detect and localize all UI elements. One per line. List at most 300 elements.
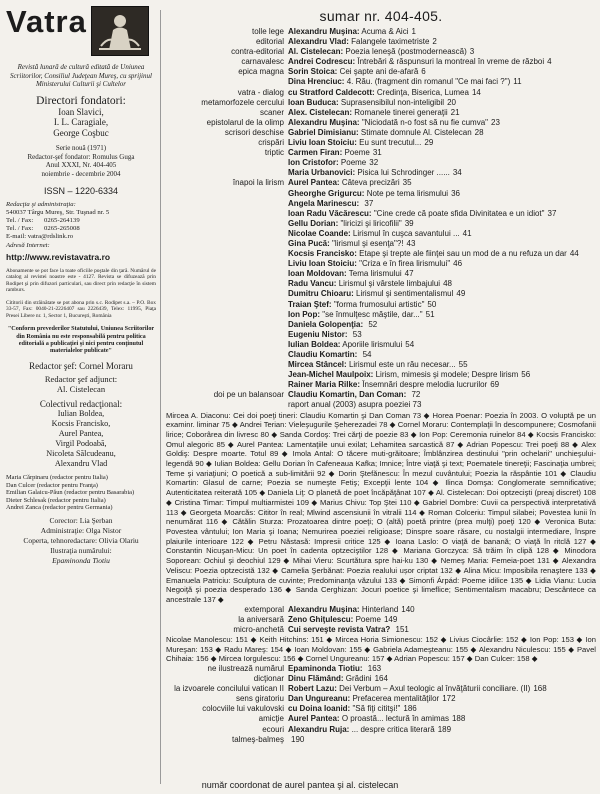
- toc-title: O proastă... lectură în amimas: [341, 714, 449, 724]
- toc-author: Rainer Maria Rilke:: [288, 380, 361, 390]
- toc-entry-text: [288, 88, 596, 98]
- toc-entry[interactable]: [166, 664, 596, 674]
- toc-entry-text: [288, 735, 596, 745]
- toc-entry[interactable]: [166, 27, 596, 37]
- toc-entry-text: [288, 178, 596, 188]
- toc-entry[interactable]: [166, 350, 596, 360]
- toc-entry-text: [288, 320, 596, 330]
- toc-author: Kocsis Francisko:: [288, 249, 357, 259]
- toc-entry[interactable]: [166, 390, 596, 400]
- toc-author: Ioan Moldovan:: [288, 269, 347, 279]
- phone-line: [6, 217, 156, 225]
- toc-page-number: 189: [437, 724, 452, 734]
- toc-entry-text: [288, 625, 596, 635]
- toc-rubric: talmeş-balmeş: [231, 734, 284, 744]
- founder-name: I. L. Caragiale,: [53, 117, 109, 128]
- toc-entry-text: [288, 390, 596, 400]
- toc-rubric: contra-editorial: [231, 47, 284, 57]
- toc-entry-text: [288, 148, 596, 158]
- series-line: Serie nouă (1971): [55, 144, 107, 153]
- toc-rubric: epica magna: [238, 67, 284, 77]
- toc-entry[interactable]: [166, 128, 596, 138]
- email-line: E-mail: vatra@rdslink.ro: [6, 233, 74, 241]
- toc-page-number: 23: [491, 117, 500, 127]
- deputy-label: Redactor şef adjunct:: [44, 374, 118, 385]
- toc-entry[interactable]: [166, 219, 596, 229]
- toc-rubric: tolle lege: [251, 27, 284, 36]
- board-member: Aurel Pantea,: [58, 429, 104, 439]
- toc-rubric: [166, 239, 288, 249]
- toc-title: Lirismul şi sentimentalismul: [356, 289, 454, 299]
- founder-name: Ioan Slavici,: [58, 106, 104, 117]
- toc-entry-text: [288, 249, 596, 259]
- toc-entry[interactable]: [166, 735, 596, 745]
- toc-rubric: metamorfozele cercului: [201, 97, 284, 107]
- toc-entry-text: [288, 269, 596, 279]
- founders-label: Directori fondatori:: [36, 94, 126, 107]
- toc-author: Aurel Pantea:: [288, 178, 340, 188]
- toc-rubric: [166, 330, 288, 340]
- toc-entry-text: [288, 350, 596, 360]
- toc-rubric: [166, 300, 288, 310]
- toc-entry-text: [288, 725, 596, 735]
- toc-entry[interactable]: [166, 189, 596, 199]
- toc-entry-text: [288, 239, 596, 249]
- toc-entry[interactable]: [166, 360, 596, 370]
- toc-author: Alexandru Muşina:: [288, 117, 360, 127]
- toc-author: Alexandru Muşina:: [288, 604, 360, 614]
- toc-entry[interactable]: [166, 67, 596, 77]
- toc-author: Ioan Radu Văcărescu:: [288, 208, 372, 218]
- board-member: Nicoleta Sălcudeanu,: [46, 449, 116, 459]
- toc-author: Dina Hrenciuc:: [288, 77, 345, 87]
- magazine-logo: Vatra: [6, 4, 87, 39]
- toc-entry-text: [288, 310, 596, 320]
- toc-entry[interactable]: [166, 605, 596, 615]
- toc-entry[interactable]: [166, 725, 596, 735]
- toc-rubric: [166, 77, 288, 87]
- toc-title: Tema lirismului: [348, 269, 402, 279]
- toc-title: Etape şi trepte ale fiinţei sau un mod de a nu refuza un dar: [359, 249, 567, 259]
- issue-coordinators: număr coordonat de aurel pantea şi al. cistelecan: [201, 780, 399, 790]
- toc-author: Aurel Pantea:: [288, 714, 340, 724]
- toc-rubric: amicţie: [258, 714, 284, 724]
- toc-author: Alexandru Muşina:: [288, 27, 360, 36]
- toc-author: Alexandru Ruja:: [288, 724, 350, 734]
- phone-number: 0265-265008: [44, 225, 80, 233]
- toc-rubric: scrisori deschise: [224, 127, 284, 137]
- phone-line: [6, 225, 156, 233]
- toc-entry[interactable]: [166, 229, 596, 239]
- toc-title: Întrebări & răspunsuri la montreal în vreme de război: [357, 57, 545, 67]
- toc-title: Poeme: [355, 614, 381, 624]
- magazine-description: Revistă lunară de cultură editată de Uniunea Scriitorilor, Consiliul Judeţean Mureş, cu sprijinul Ministerului Culturii şi Cultelor: [10, 63, 152, 89]
- toc-entry-text: [288, 27, 596, 37]
- toc-entry[interactable]: [166, 330, 596, 340]
- toc-author: Dumitru Chioaru:: [288, 289, 354, 299]
- toc-page-number: 34: [452, 168, 462, 178]
- toc-page-number: 44: [569, 249, 579, 259]
- toc-rubric: [166, 360, 288, 370]
- toc-rubric: epistolarul de la olimp: [206, 117, 284, 127]
- toc-page-number: 1: [411, 27, 416, 36]
- toc-page-number: 41: [462, 228, 472, 238]
- illustration-label: Ilustraţia numărului:: [50, 545, 112, 555]
- corrector: Corector: Lia Şerban: [49, 515, 113, 525]
- toc-rubric: ne ilustrează numărul: [207, 664, 284, 674]
- toc-author: Claudiu Komartin:: [288, 350, 358, 359]
- toc-page-number: 35: [402, 178, 412, 188]
- toc-entry[interactable]: [166, 684, 596, 694]
- contents-title: sumar nr. 404-405.: [319, 8, 443, 24]
- toc-rubric: colocviile lui vakulovski: [202, 704, 284, 714]
- toc-title: Cei şapte ani de-afară: [339, 67, 419, 77]
- toc-entry-text: [288, 209, 596, 219]
- annual-report-heading: [166, 400, 596, 410]
- toc-rubric: [166, 168, 288, 178]
- toc-entry[interactable]: [166, 714, 596, 724]
- toc-author: cu Stratford Caldecott:: [288, 87, 375, 97]
- toc-entry[interactable]: [166, 108, 596, 118]
- toc-title: Poeme: [344, 148, 370, 158]
- toc-rubric: doi pe un balansoar: [213, 390, 284, 400]
- toc-entry[interactable]: [166, 98, 596, 108]
- website-link[interactable]: http://www.revistavatra.ro: [6, 251, 111, 262]
- toc-entry[interactable]: [166, 158, 596, 168]
- toc-entry-text: [288, 704, 596, 714]
- toc-page-number: 6: [421, 67, 426, 77]
- board-member: Kocsis Francisko,: [51, 419, 111, 429]
- toc-page-number: 14: [471, 87, 481, 97]
- toc-rubric: editorial: [255, 37, 284, 47]
- toc-entry[interactable]: [166, 269, 596, 279]
- foreign-editor: Andrei Zanca (redactor pentru Germania): [6, 504, 113, 512]
- toc-author: Dinu Flămând:: [288, 674, 344, 684]
- toc-rubric: dicţionar: [253, 674, 284, 684]
- toc-author: Epaminonda Tiotiu:: [288, 664, 363, 674]
- toc-entry-text: [288, 674, 596, 684]
- toc-page-number: 32: [369, 158, 379, 168]
- toc-page-number: 164: [374, 674, 388, 684]
- toc-page-number: 54: [405, 339, 415, 349]
- toc-entry-text: [288, 77, 596, 87]
- toc-rubric: [166, 269, 288, 279]
- toc-rubric: crispări: [258, 138, 284, 148]
- toc-rubric: [166, 219, 288, 229]
- administration: Administraţie: Olga Nistor: [40, 525, 122, 535]
- toc-rubric: scaner: [259, 107, 284, 117]
- toc-title: Lirismul în cuşca savantului ...: [352, 228, 460, 238]
- toc-entry[interactable]: [166, 77, 596, 87]
- toc-title: "forma frumosului artistic": [333, 299, 425, 309]
- board-member: Alexandru Vlad: [54, 459, 108, 469]
- masthead: [6, 6, 156, 56]
- toc-rubric: extemporal: [244, 604, 284, 614]
- toc-author: Andrei Codrescu:: [288, 57, 356, 67]
- toc-page-number: 4: [547, 57, 552, 67]
- toc-title: Stimate domnule Al. Cistelecan: [360, 127, 472, 137]
- toc-page-number: 28: [474, 127, 484, 137]
- toc-entry-text: [288, 664, 596, 674]
- toc-entry[interactable]: [166, 178, 596, 188]
- toc-page-number: 48: [443, 279, 452, 289]
- issn: ISSN – 1220-6334: [43, 185, 119, 196]
- toc-rubric: triptic: [264, 148, 284, 158]
- toc-rubric: la izvoarele concilului vatican II: [174, 684, 284, 694]
- toc-page-number: 54: [362, 350, 372, 359]
- toc-author: Iulian Boldea:: [288, 339, 341, 349]
- toc-entry-text: [288, 199, 596, 209]
- toc-entry[interactable]: [166, 625, 596, 635]
- toc-rubric: [166, 380, 288, 390]
- toc-title: "Să fiţi cititşi!": [352, 704, 401, 714]
- foreign-editor: Dan Culcer (redactor pentru Franţa): [6, 481, 98, 489]
- toc-author: Alex. Cistelecan:: [288, 107, 353, 117]
- toc-title: Romanele tinerei generaţii: [354, 107, 448, 117]
- toc-page-number: 151: [395, 624, 409, 634]
- toc-entry[interactable]: [166, 674, 596, 684]
- toc-author: Ioan Buduca:: [288, 97, 339, 107]
- toc-author: Angela Marinescu:: [288, 198, 360, 208]
- toc-entry-text: [288, 229, 596, 239]
- statute-quote: "Conform prevederilor Statutului, Uniunea Scriitorilor din România nu este responsabilă pentru politica editorială a publicaţiei şi nici pentru conţinutul materialelor publicate": [7, 325, 155, 354]
- toc-title: Aporiile lirismului: [342, 339, 403, 349]
- toc-title: Suprasensibilul non-inteligibil: [340, 97, 445, 107]
- board-member: Virgil Podoabă,: [55, 439, 107, 449]
- toc-rubric: [166, 189, 288, 199]
- toc-title: Dei Verbum – Axul teologic al învăţăturii conciliare. (II): [339, 684, 531, 694]
- toc-entry[interactable]: [166, 704, 596, 714]
- toc-entry[interactable]: [166, 118, 596, 128]
- address-label: Redacţia şi administraţia:: [6, 200, 76, 208]
- toc-entry-text: [288, 67, 596, 77]
- toc-author: Al. Cistelecan:: [288, 47, 344, 57]
- abroad-note: Cititorii din străinătate se pot abona prin s.c. Rodipet s.a. – P.O. Box 33-57, Fax: 0040-21-2226407 sau 2226439, Telex: 11995, Piaţa Presei Libere nr. 1, Sector 1, Bucureşti, România: [6, 299, 156, 319]
- toc-title: "Cine crede că poate sfida Divinitatea e un idiot": [373, 208, 545, 218]
- toc-title: Lirismul şi vârstele limbajului: [338, 279, 441, 289]
- credits: [6, 516, 156, 566]
- toc-page-number: 168: [533, 684, 547, 694]
- toc-author: Nicolae Coande:: [288, 228, 351, 238]
- toc-author: Dan Ungureanu:: [288, 694, 351, 704]
- toc-page-number: 39: [404, 218, 414, 228]
- masthead-column: [6, 6, 156, 788]
- toc-page-number: 188: [451, 714, 466, 724]
- toc-entry-text: [288, 259, 596, 269]
- toc-page-number: 36: [451, 188, 460, 198]
- woodcut-figure-icon: [91, 6, 149, 56]
- contents-column: [166, 8, 596, 788]
- toc-entry-text: [288, 330, 596, 340]
- street-address: 540037 Târgu Mureş, Str. Tuşnad nr. 5: [6, 208, 110, 216]
- foreign-editor: Maria Cărpinaru (redactor pentru Italia): [6, 474, 108, 482]
- survey-answers-list: Nicolae Manolescu: 151 ◆ Keith Hitchins: 151 ◆ Mircea Horia Simionescu: 152 ◆ Livius Ciocârlie: 152 ◆ Ion Pop: 153 ◆ Ion Mureşan: 153 ◆ Radu Mareş: 154 ◆ Ioan Moldovan: 155 ◆ Gabriela Adameşteanu: 155 ◆ Alexandru Niculescu: 155 ◆ Pavel Chihaia: 156 ◆ Mircea Iorgulescu: 156 ◆ Cornel Ungureanu: 157 ◆ Adrian Popescu: 157 ◆ Dan Culcer: 158 ◆: [166, 634, 596, 664]
- toc-entry-text: [288, 37, 596, 47]
- toc-entry-text: [288, 684, 596, 694]
- toc-entry-text: [288, 128, 596, 138]
- toc-page-number: 163: [367, 664, 382, 674]
- toc-page-number: 53: [352, 329, 362, 339]
- subscription-note: Abonamente se pot face la toate oficiile poştale din ţară. Numărul de catalog al revistei noastre este - 4127. Revista se difuzează prin Rodipet şi prin difuzori particulari, sau direct prin redacţie în sistem ramburs.: [6, 267, 156, 294]
- toc-rubric: [166, 209, 288, 219]
- toc-author: Eugeniu Nistor:: [288, 329, 348, 339]
- toc-title: Lirismul este un rău necesar...: [348, 360, 456, 370]
- toc-entry[interactable]: [166, 239, 596, 249]
- table-of-contents: [166, 605, 596, 635]
- toc-entry-text: [288, 138, 596, 148]
- toc-entry-text: [288, 158, 596, 168]
- toc-entry[interactable]: [166, 340, 596, 350]
- board-label: Colectivul redacţional:: [39, 399, 123, 410]
- foreign-editor: Dieter Schlesak (redactor pentru Italia): [6, 496, 106, 504]
- toc-author: Carmen Firan:: [288, 148, 343, 158]
- toc-entry-text: [288, 289, 596, 299]
- toc-author: Liviu Ioan Stoiciu:: [288, 138, 357, 148]
- annual-report-list: Mircea A. Diaconu: Cei doi poeţi tineri: Claudiu Komartin şi Dan Coman 73 ◆ Horea Poenar: Poezia în 2003. O voluptă pe un examinr. liminar 75 ◆ Andrei Terian: Vieleşugurile Şeherezadei 78 ◆ Cornel Moraru: Contemplaţii în descompunere; Cosmofanii lirice; Coborârea din livresc 80 ◆ Sanda Cordoş: Trei cărţi de poezie 83 ◆ Ion Pop: Ceremonia ruinelor 84 ◆ Kocsis Francisko: Omul alegoric 85 ◆ Aurel Pantea: Lamentaţiile unui exilat; Lehamitea sarcastică 87 ◆ Adrian Popescu: Trei poeţi 88 ◆ Alex Goldiş: Despre moarte. Totul 89 ◆ Imola Antal: O tăcere muti-grăitoare; Îmblânzirea destinului "prin ochelarii" unchieşului-legendă 90 ◆ Iulian Boldea: Gellu Dorian în Cafeneaua Kafka; Imnice; Între viaţă şi text; Poematele tinereţii; Fascinaţia umbrei; Teme şi variaţiuni; O poetică a sub-limitării 92 ◆ Dorin Ştefănescu: În mezul cuvântului; Poezia la răspântie 101 ◆ Claudiu Komartin: Glasul de carne; Poezia se numeşte Fetiş; Excepţii lente 104 ◆ Ilinca Domşa: Conglomerate semnificative; Autenticitatea reiterată 105 ◆ Daniela Liţ: O planetă de poet încăpăţânat 107 ◆ Al. Cistelecan: Doi optzecişti (preaj discret) 108 ◆ Cristina Timar: Timpul multiarmistei 109 ◆ Marius Chivu: Top Ştei 110 ◆ Gabriel Dombre: Cuvii ca perspectivă interpretativă 113 ◆ Georgeta Moarcăs: Cititor în real; Mlwind ascensiunii în vitralii 114 ◆ Roman Colceriu: Timpul silabei; Povestea lunii în nenumărat 116 ◆ Cătălin Sturza: Prozatoarea dintre poeţi; O (altă) poetă printre (prea mulţi) poeţi 120 ◆ Veronica Buta: Povestea vântului; Ion Maria şi Ioana; Nemurirea poeziei religioase; Dinspre soare răsare, cu nostalgii intermediare, înspre plaiurile interioare 122 ◆ Petru Năstasă: Impresii critice 125 ◆ Ioana Laslo: O viaţă de banană; O viaţă în ritclă 127 ◆ Constantin Nicuşan-Micu: Un poet în cadenta optzeciştilor 128 ◆ Mariana Gorczyca: Să trăim în clipă 128 ◆ Minodora Soporean: Ochiul şi deochiul 129 ◆ Mihai Vieru: Scurtătura spre hai-ku 130 ◆ Nemeş Maria: Femeia-poet 131 ◆ Alexandra Veliscu: Poezia optzecistă 132 ◆ Camelia Şerbănat: Poezia realului ușor criptat 132 ◆ Alina Micu: Imposibila renaştere 133 ◆ Emanuela Patriciu: Sculptura de cuvinte; Predominanţa văzului 133 ◆ Simonfi Árpád: Poeme idilice 135 ◆ Lidia Vianu: Lucia Negoiţă şi poezia desperado 136 ◆ Sanda Cerghizan: Jocuri poetice şi limeflice; Sentimentalism macabru; Descântece ca ancestrale 137 ◆: [166, 410, 596, 604]
- toc-page-number: 172: [442, 694, 456, 704]
- toc-entry-text[interactable]: raport anual (2003) asupra poeziei 73: [288, 400, 422, 410]
- toc-page-number: 69: [490, 380, 500, 390]
- toc-author: Maria Urbanovici:: [288, 168, 356, 178]
- toc-author: Sorin Stoica:: [288, 67, 338, 77]
- toc-author: Cui serveşte revista Vatra?: [288, 624, 391, 634]
- toc-entry-text: [288, 615, 596, 625]
- toc-title: Lirism, mimesis şi modele; Despre lirism: [375, 370, 519, 380]
- toc-entry[interactable]: [166, 148, 596, 158]
- toc-entry[interactable]: [166, 370, 596, 380]
- toc-entry[interactable]: [166, 57, 596, 67]
- toc-rubric: [166, 320, 288, 330]
- toc-author: Radu Vancu:: [288, 279, 337, 289]
- toc-rubric: micro-anchetă: [233, 624, 284, 634]
- toc-page-number: 21: [450, 107, 460, 117]
- toc-entry[interactable]: [166, 249, 596, 259]
- toc-entry[interactable]: [166, 88, 596, 98]
- toc-title: "se înmulţesc măştile, dar...": [322, 309, 423, 319]
- toc-page-number: 3: [469, 47, 475, 57]
- toc-entry-text: [288, 57, 596, 67]
- toc-rubric: [166, 289, 288, 299]
- toc-entry-text: [288, 108, 596, 118]
- toc-entry-text: [288, 714, 596, 724]
- toc-title: 4. Rău. (fragment din romanul "Ce mai faci ?"): [346, 77, 511, 87]
- toc-title: Falangele taximetriste: [351, 37, 430, 47]
- toc-page-number: 43: [406, 238, 416, 248]
- chief-editor: Redactor şef: Cornel Moraru: [29, 361, 133, 372]
- toc-title: Credinţa, Biserica, Lumea: [376, 87, 469, 97]
- toc-author: Daniela Golopenţia:: [288, 319, 364, 329]
- toc-page-number: 46: [453, 259, 463, 269]
- toc-entry-text: [288, 168, 596, 178]
- toc-entry[interactable]: [166, 47, 596, 57]
- toc-entry-text: [288, 47, 596, 57]
- issue-year: Anul XXXI, Nr. 404-405: [45, 161, 117, 170]
- issue-month: noiembrie - decembrie 2004: [41, 170, 121, 179]
- illustration-artist: Epaminonda Tiotiu: [52, 555, 110, 565]
- toc-rubric: înapoi la lirism: [232, 178, 284, 188]
- toc-entry[interactable]: [166, 615, 596, 625]
- toc-page-number: 55: [458, 360, 468, 370]
- toc-entry[interactable]: [166, 37, 596, 47]
- toc-rubric: sens giratoriu: [235, 694, 284, 704]
- toc-title: ... despre critica literară: [351, 724, 435, 734]
- toc-entry[interactable]: [166, 694, 596, 704]
- toc-entry-text: [288, 300, 596, 310]
- toc-entry[interactable]: [166, 259, 596, 269]
- toc-entry[interactable]: [166, 199, 596, 209]
- web-label: Adresă Internet:: [6, 241, 50, 249]
- founding-chief-line: Redactor-şef fondator: Romulus Guga: [27, 152, 135, 161]
- toc-entry[interactable]: [166, 310, 596, 320]
- toc-entry-text: [288, 360, 596, 370]
- toc-entry[interactable]: [166, 289, 596, 299]
- toc-rubric: [166, 340, 288, 350]
- phone-label: Tel. / Fax:: [6, 217, 34, 225]
- toc-title: Poeme: [340, 158, 367, 168]
- toc-page-number: 31: [372, 148, 382, 158]
- toc-entry-text: [288, 219, 596, 229]
- toc-entry-text: [288, 98, 596, 108]
- toc-page-number: 11: [513, 77, 522, 87]
- toc-entry[interactable]: [166, 300, 596, 310]
- toc-page-number: 52: [368, 319, 378, 329]
- toc-entry-text: [288, 694, 596, 704]
- toc-author: Claudiu Komartin, Dan Coman:: [288, 390, 407, 400]
- toc-entry[interactable]: [166, 209, 596, 219]
- toc-title: "Niciodată n-o fost să nu fie cumva": [361, 117, 488, 127]
- toc-author: Robert Lazu:: [288, 684, 337, 694]
- toc-rubric: [166, 158, 288, 168]
- toc-rubric: vatra - dialog: [237, 87, 284, 97]
- toc-entry-text: [288, 189, 596, 199]
- toc-entry[interactable]: [166, 138, 596, 148]
- toc-rubric: carnavalesc: [241, 57, 284, 67]
- toc-title: Note pe tema lirismului: [366, 188, 449, 198]
- toc-page-number: 50: [427, 299, 437, 309]
- foreign-editor: Emilian Galaicu-Păun (redactor pentru Basarabia): [6, 489, 135, 497]
- phone-number: 0265-264139: [44, 217, 80, 225]
- column-divider: [160, 10, 161, 784]
- toc-page-number: 51: [425, 309, 435, 319]
- toc-author: Zeno Ghiţulescu:: [288, 614, 354, 624]
- toc-page-number: 49: [456, 289, 466, 299]
- toc-page-number: 190: [291, 734, 305, 744]
- toc-page-number: 56: [521, 370, 531, 380]
- toc-title: Însemnări despre melodia lucrurilor: [362, 380, 488, 390]
- foreign-editors: [6, 474, 156, 512]
- toc-author: Alexandru Vlad:: [288, 37, 349, 47]
- toc-title: Pisica lui Schrodinger ......: [357, 168, 450, 178]
- table-of-contents: [166, 664, 596, 745]
- toc-page-number: 186: [403, 704, 417, 714]
- deputy-name: Al. Cistelecan: [56, 383, 106, 394]
- toc-author: Gellu Dorian:: [288, 218, 339, 228]
- toc-author: Liviu Ioan Stoiciu:: [288, 259, 357, 269]
- toc-page-number: 47: [404, 269, 414, 279]
- toc-author: cu Doina Ioanid:: [288, 704, 351, 714]
- toc-rubric: [166, 259, 288, 269]
- toc-entry[interactable]: [166, 320, 596, 330]
- toc-author: Gabriel Dimisianu:: [288, 127, 359, 137]
- board-member: Iulian Boldea,: [57, 409, 105, 419]
- toc-entry[interactable]: [166, 380, 596, 390]
- toc-rubric: [166, 199, 288, 209]
- toc-title: Acuma & Aici: [361, 27, 409, 36]
- toc-entry[interactable]: [166, 279, 596, 289]
- toc-entry-text: [288, 370, 596, 380]
- toc-author: Gheorghe Grigurcu:: [288, 188, 365, 198]
- toc-entry[interactable]: [166, 168, 596, 178]
